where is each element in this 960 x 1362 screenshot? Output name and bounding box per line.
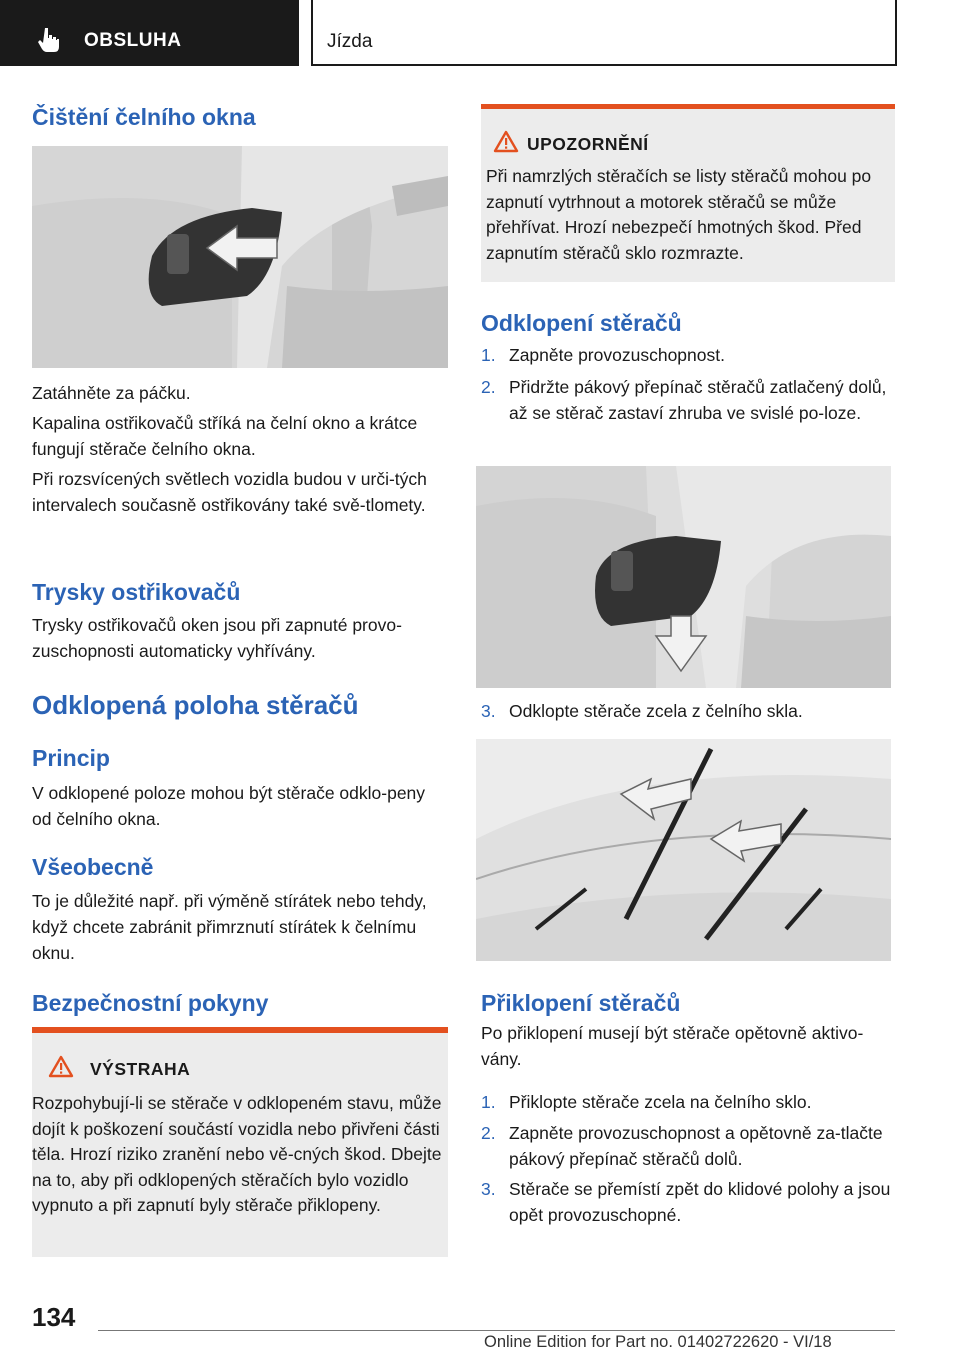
step-text: Odklopte stěrače zcela z čelního skla. — [509, 701, 803, 721]
step-text: Zapněte provozuschopnost. — [509, 345, 725, 365]
step-text: Zapněte provozuschopnost a opětovně za‐tlačte pákový přepínač stěračů dolů. — [509, 1123, 883, 1169]
caution-triangle-icon — [493, 130, 519, 153]
paragraph-refold: Po přiklopení musejí být stěrače opětovně aktivo‐vány. — [481, 1023, 864, 1069]
heading-cleaning: Čištění čelního okna — [32, 104, 256, 130]
paragraph-pull-lever: Zatáhněte za páčku. — [32, 383, 191, 403]
page-number: 134 — [32, 1302, 76, 1332]
step-number: 3. — [481, 701, 496, 721]
caution-title: UPOZORNĚNÍ — [527, 134, 649, 154]
warning-title: VÝSTRAHA — [90, 1059, 191, 1079]
caution-box — [481, 104, 895, 282]
step-text: Přidržte pákový přepínač stěračů zatlačený dolů, až se stěrač zastaví zhruba ve svislé po‐loze. — [509, 377, 887, 423]
wipers-folded-illustration — [476, 739, 891, 961]
warning-box — [32, 1027, 448, 1257]
section-tab[interactable] — [0, 0, 299, 66]
caution-bar — [481, 104, 895, 109]
paragraph-washer-fluid: Kapalina ostřikovačů stříká na čelní okno a krátce fungují stěrače čelního okna. — [32, 413, 418, 459]
hand-pointer-icon — [38, 27, 60, 53]
step-number: 3. — [481, 1179, 496, 1199]
warning-text: Rozpohybují-li se stěrače v odklopeném stavu, může dojít k poškození součástí vozidla nebo přivřeni části těla. Hrozí riziko zranění nebo vě‐cných škod. Dbejte na to, aby při odklopených stěračích bylo vozidlo vypnuto a při zapnutí byly stěrače přiklopeny. — [32, 1093, 442, 1215]
section-label: OBSLUHA — [84, 30, 182, 51]
paragraph-principle: V odklopené poloze mohou být stěrače odklo‐peny od čelního okna. — [32, 783, 426, 829]
heading-fold-position: Odklopená poloha stěračů — [32, 690, 359, 720]
warning-bar — [32, 1027, 448, 1033]
step-number: 1. — [481, 1092, 496, 1112]
chapter-box — [311, 0, 897, 66]
footer-edition: Online Edition for Part no. 01402722620 - VI/18 — [484, 1333, 832, 1351]
step-number: 2. — [481, 377, 496, 397]
heading-safety: Bezpečnostní pokyny — [32, 990, 269, 1016]
step-number: 1. — [481, 345, 496, 365]
warning-triangle-icon — [48, 1055, 74, 1078]
step-number: 2. — [481, 1123, 496, 1143]
heading-general: Všeobecně — [32, 854, 154, 880]
heading-refold: Přiklopení stěračů — [481, 990, 681, 1016]
heading-principle: Princip — [32, 745, 110, 771]
paragraph-jets: Trysky ostřikovačů oken jsou při zapnuté provo‐zuschopnosti automaticky vyhřívány. — [32, 615, 402, 661]
heading-unfold: Odklopení stěračů — [481, 310, 682, 336]
stalk-push-down-illustration — [476, 466, 891, 688]
caution-text: Při namrzlých stěračích se listy stěračů mohou po zapnutí vytrhnout a motorek stěračů se může přehřívat. Hrozí nebezpečí hmotných škod. Před zapnutím stěračů sklo rozmrazte. — [486, 166, 872, 263]
paragraph-headlight-washing: Při rozsvícených světlech vozidla budou v urči‐tých intervalech současně ostřikovány také svě‐tlomety. — [32, 469, 427, 515]
paragraph-general: To je důležité např. při výměně stírátek nebo tehdy, když chcete zabránit přimrznutí stírátek k čelnímu oknu. — [32, 891, 427, 963]
footer-divider — [98, 1330, 895, 1331]
step-text: Stěrače se přemístí zpět do klidové polohy a jsou opět provozuschopné. — [509, 1179, 891, 1225]
heading-jets: Trysky ostřikovačů — [32, 579, 241, 605]
chapter-label: Jízda — [327, 31, 373, 52]
stalk-pull-illustration — [32, 146, 448, 368]
step-text: Přiklopte stěrače zcela na čelního sklo. — [509, 1092, 812, 1112]
